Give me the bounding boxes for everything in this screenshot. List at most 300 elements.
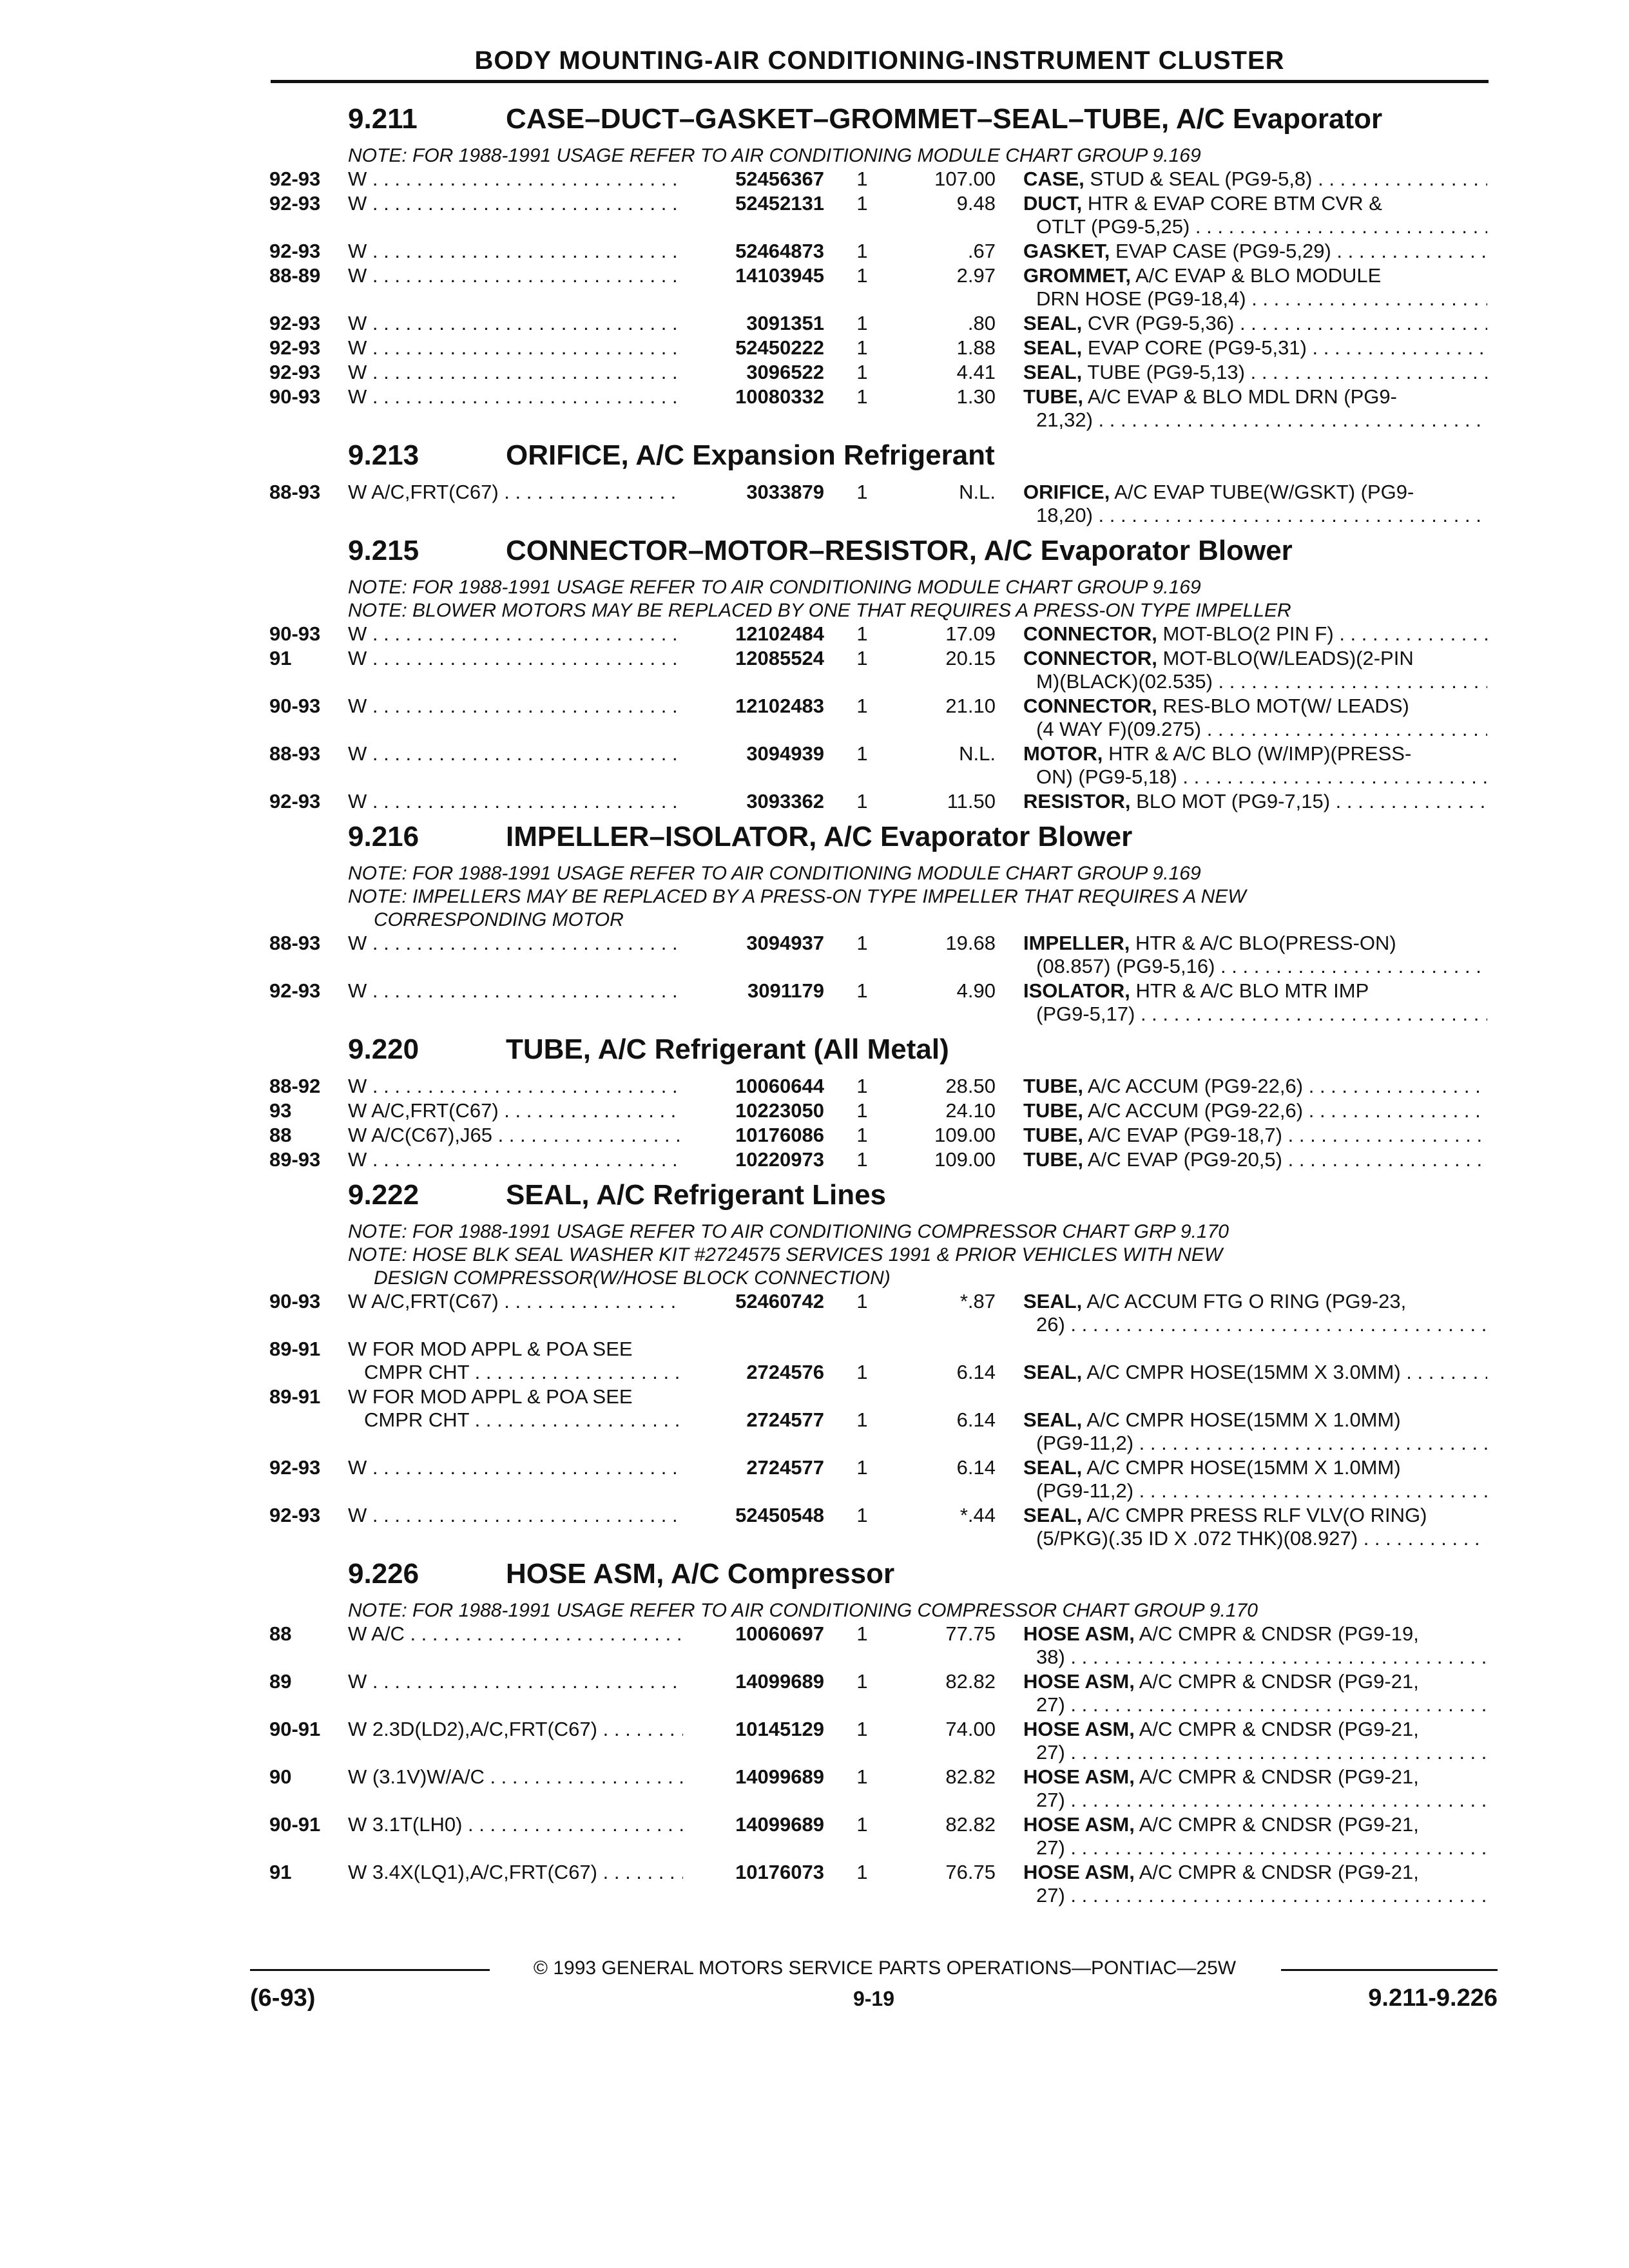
- part-number: 12102483: [686, 695, 824, 718]
- part-row: [0, 336, 1629, 361]
- description-continued: 27) . . .: [1036, 1741, 1487, 1764]
- part-detail: A/C CMPR & CNDSR (PG9-19,: [1139, 1622, 1419, 1645]
- description: [1023, 1622, 1487, 1646]
- quantity: 1: [856, 361, 868, 383]
- quantity: 1: [856, 264, 868, 287]
- price: 19.68: [945, 932, 996, 954]
- description: [1023, 1099, 1487, 1122]
- price: 76.75: [945, 1861, 996, 1883]
- description: [1023, 1124, 1487, 1147]
- footer-group-range: 9.211-9.226: [1368, 1984, 1498, 2012]
- application: W (3.1V)W/A/C . . .: [348, 1765, 683, 1789]
- section-note: NOTE: IMPELLERS MAY BE REPLACED BY A PRESS-ON TYPE IMPELLER THAT REQUIRES A NEW: [348, 886, 1246, 907]
- model-years: 90: [269, 1765, 292, 1788]
- page-title: BODY MOUNTING-AIR CONDITIONING-INSTRUMENT CLUSTER: [474, 46, 1285, 75]
- part-detail: EVAP CORE (PG9-5,31): [1087, 336, 1307, 359]
- price: 6.14: [956, 1456, 996, 1479]
- section-number: 9.215: [348, 535, 419, 566]
- model-years: 90-93: [269, 622, 321, 645]
- section-title: SEAL, A/C Refrigerant Lines: [506, 1179, 887, 1211]
- description: [1023, 481, 1487, 504]
- part-name: TUBE,: [1023, 1124, 1083, 1146]
- part-row: [0, 790, 1629, 814]
- description-continued: (4 WAY F)(09.275) . . .: [1036, 718, 1487, 741]
- description: [1023, 979, 1487, 1003]
- quantity: 1: [856, 240, 868, 262]
- price: 1.88: [956, 336, 996, 359]
- footer-rule-right: [1281, 1969, 1498, 1971]
- part-name: GASKET,: [1023, 240, 1110, 262]
- part-name: SEAL,: [1023, 361, 1083, 383]
- price: 17.09: [945, 622, 996, 645]
- description-continued: (08.857) (PG9-5,16) . . .: [1036, 955, 1487, 978]
- part-detail: A/C CMPR & CNDSR (PG9-21,: [1139, 1861, 1419, 1883]
- application: W . . .: [348, 622, 683, 646]
- quantity: 1: [856, 647, 868, 669]
- part-number: 12085524: [686, 647, 824, 670]
- application: W . . .: [348, 264, 683, 287]
- part-row: [0, 1718, 1629, 1765]
- part-row: [0, 695, 1629, 742]
- part-row: [0, 385, 1629, 433]
- price: N.L.: [959, 742, 996, 765]
- part-detail: A/C CMPR & CNDSR (PG9-21,: [1139, 1718, 1419, 1740]
- model-years: 89-93: [269, 1148, 321, 1171]
- part-detail: A/C EVAP & BLO MDL DRN (PG9-: [1087, 385, 1397, 408]
- part-detail: A/C CMPR & CNDSR (PG9-21,: [1139, 1813, 1419, 1836]
- price: 82.82: [945, 1765, 996, 1788]
- model-years: 92-93: [269, 361, 321, 383]
- application: W . . .: [348, 1075, 683, 1098]
- section-note: NOTE: HOSE BLK SEAL WASHER KIT #2724575 SERVICES 1991 & PRIOR VEHICLES WITH NEW: [348, 1244, 1223, 1265]
- application: W . . .: [348, 1670, 683, 1693]
- price: 1.30: [956, 385, 996, 408]
- quantity: 1: [856, 385, 868, 408]
- part-detail: A/C ACCUM (PG9-22,6): [1087, 1099, 1304, 1122]
- part-name: CONNECTOR,: [1023, 622, 1157, 645]
- part-row: [0, 1813, 1629, 1861]
- part-number: 2724577: [686, 1456, 824, 1479]
- part-detail: CVR (PG9-5,36): [1087, 312, 1235, 334]
- application: W . . .: [348, 742, 683, 765]
- price: 77.75: [945, 1622, 996, 1645]
- quantity: 1: [856, 1861, 868, 1883]
- description-continued: (5/PKG)(.35 ID X .072 THK)(08.927) . . .: [1036, 1527, 1487, 1550]
- part-row: [0, 192, 1629, 240]
- part-detail: HTR & EVAP CORE BTM CVR &: [1087, 192, 1382, 215]
- application: W 3.1T(LH0) . . .: [348, 1813, 683, 1836]
- part-detail: BLO MOT (PG9-7,15): [1136, 790, 1331, 812]
- part-row: [0, 312, 1629, 336]
- description: [1023, 1148, 1487, 1171]
- description: [1023, 1504, 1487, 1527]
- section-title: TUBE, A/C Refrigerant (All Metal): [506, 1033, 949, 1065]
- part-name: SEAL,: [1023, 1456, 1083, 1479]
- model-years: 92-93: [269, 336, 321, 359]
- application: W . . .: [348, 1456, 683, 1479]
- part-number: 52450222: [686, 336, 824, 360]
- model-years: 92-93: [269, 979, 321, 1002]
- quantity: 1: [856, 1622, 868, 1645]
- part-number: 10060644: [686, 1075, 824, 1098]
- part-number: 52464873: [686, 240, 824, 263]
- quantity: 1: [856, 1290, 868, 1312]
- part-detail: A/C EVAP TUBE(W/GSKT) (PG9-: [1114, 481, 1414, 503]
- price: 109.00: [934, 1148, 996, 1171]
- part-name: HOSE ASM,: [1023, 1765, 1135, 1788]
- part-name: SEAL,: [1023, 336, 1083, 359]
- quantity: 1: [856, 790, 868, 812]
- description: [1023, 240, 1487, 263]
- part-row: [0, 932, 1629, 979]
- quantity: 1: [856, 695, 868, 717]
- price: .67: [967, 240, 996, 262]
- part-row: [0, 1504, 1629, 1552]
- description: [1023, 1408, 1487, 1432]
- quantity: 1: [856, 1148, 868, 1171]
- price: 109.00: [934, 1124, 996, 1146]
- model-years: 88-93: [269, 481, 321, 503]
- model-years: 88: [269, 1622, 292, 1645]
- section-number: 9.220: [348, 1033, 419, 1065]
- header-rule: [271, 80, 1489, 83]
- model-years: 91: [269, 1861, 292, 1883]
- parts-catalog: [0, 97, 1629, 1908]
- part-name: ORIFICE,: [1023, 481, 1110, 503]
- application-continued: CMPR CHT . . .: [364, 1408, 683, 1432]
- part-number: 3091351: [686, 312, 824, 335]
- model-years: 88-93: [269, 742, 321, 765]
- part-row: [0, 481, 1629, 528]
- description: [1023, 1456, 1487, 1479]
- section-heading: [0, 1173, 1629, 1220]
- model-years: 89-91: [269, 1385, 321, 1408]
- part-row: [0, 1124, 1629, 1148]
- model-years: 92-93: [269, 1456, 321, 1479]
- part-number: 52460742: [686, 1290, 824, 1313]
- description: [1023, 1290, 1487, 1313]
- part-number: 10176086: [686, 1124, 824, 1147]
- model-years: 88-93: [269, 932, 321, 954]
- quantity: 1: [856, 742, 868, 765]
- model-years: 90-91: [269, 1718, 321, 1740]
- quantity: 1: [856, 1765, 868, 1788]
- description: [1023, 1075, 1487, 1098]
- price: *.44: [959, 1504, 996, 1526]
- part-row: [0, 1765, 1629, 1813]
- description-continued: M)(BLACK)(02.535) . . .: [1036, 670, 1487, 693]
- quantity: 1: [856, 979, 868, 1002]
- quantity: 1: [856, 1099, 868, 1122]
- part-name: SEAL,: [1023, 1408, 1083, 1431]
- part-row: [0, 264, 1629, 312]
- description: [1023, 1861, 1487, 1884]
- description-continued: 27) . . .: [1036, 1884, 1487, 1907]
- model-years: 89-91: [269, 1338, 321, 1360]
- part-name: SEAL,: [1023, 1504, 1083, 1526]
- model-years: 92-93: [269, 1504, 321, 1526]
- part-number: 10145129: [686, 1718, 824, 1741]
- description: [1023, 168, 1487, 191]
- quantity: 1: [856, 1504, 868, 1526]
- description: [1023, 1670, 1487, 1693]
- description: [1023, 385, 1487, 408]
- part-detail: A/C EVAP (PG9-18,7): [1087, 1124, 1282, 1146]
- model-years: 90-93: [269, 1290, 321, 1312]
- section-note-continued: DESIGN COMPRESSOR(W/HOSE BLOCK CONNECTION): [374, 1267, 891, 1289]
- part-row: [0, 1148, 1629, 1173]
- application: W A/C(C67),J65 . . .: [348, 1124, 683, 1147]
- model-years: 88: [269, 1124, 292, 1146]
- section-title: CONNECTOR–MOTOR–RESISTOR, A/C Evaporator Blower: [506, 535, 1293, 566]
- application: W . . .: [348, 1504, 683, 1527]
- application: W . . .: [348, 1148, 683, 1171]
- application: W A/C,FRT(C67) . . .: [348, 1099, 683, 1122]
- quantity: 1: [856, 168, 868, 190]
- description: [1023, 622, 1487, 646]
- section-title: HOSE ASM, A/C Compressor: [506, 1558, 895, 1590]
- part-detail: A/C ACCUM (PG9-22,6): [1087, 1075, 1304, 1097]
- part-detail: EVAP CASE (PG9-5,29): [1115, 240, 1331, 262]
- part-number: 10220973: [686, 1148, 824, 1171]
- part-name: TUBE,: [1023, 1075, 1083, 1097]
- page-number: 9-19: [853, 1987, 895, 2010]
- part-number: 14099689: [686, 1765, 824, 1789]
- section-heading: [0, 1552, 1629, 1599]
- price: 74.00: [945, 1718, 996, 1740]
- part-row: [0, 1456, 1629, 1504]
- description: [1023, 361, 1487, 384]
- part-detail: A/C EVAP & BLO MODULE: [1135, 264, 1382, 287]
- part-detail: STUD & SEAL (PG9-5,8): [1090, 168, 1313, 190]
- quantity: 1: [856, 1075, 868, 1097]
- application: W . . .: [348, 168, 683, 191]
- price: N.L.: [959, 481, 996, 503]
- price: 82.82: [945, 1813, 996, 1836]
- description: [1023, 1813, 1487, 1836]
- part-detail: A/C CMPR HOSE(15MM X 1.0MM): [1086, 1408, 1401, 1431]
- description-continued: 38) . . .: [1036, 1646, 1487, 1669]
- quantity: 1: [856, 192, 868, 215]
- description-continued: OTLT (PG9-5,25) . . .: [1036, 215, 1487, 238]
- price: 6.14: [956, 1408, 996, 1431]
- model-years: 88-89: [269, 264, 321, 287]
- quantity: 1: [856, 932, 868, 954]
- description: [1023, 647, 1487, 670]
- part-number: 2724576: [686, 1361, 824, 1384]
- part-number: 3093362: [686, 790, 824, 813]
- part-number: 12102484: [686, 622, 824, 646]
- price: 2.97: [956, 264, 996, 287]
- part-detail: A/C CMPR & CNDSR (PG9-21,: [1139, 1670, 1419, 1693]
- part-name: HOSE ASM,: [1023, 1813, 1135, 1836]
- description: [1023, 932, 1487, 955]
- application: W A/C,FRT(C67) . . .: [348, 1290, 683, 1313]
- part-detail: HTR & A/C BLO (W/IMP)(PRESS-: [1108, 742, 1412, 765]
- quantity: 1: [856, 1361, 868, 1383]
- price: 4.41: [956, 361, 996, 383]
- part-row: [0, 742, 1629, 790]
- description-continued: 18,20) . . .: [1036, 504, 1487, 527]
- part-row: [0, 647, 1629, 695]
- description: [1023, 336, 1487, 360]
- model-years: 90-93: [269, 385, 321, 408]
- part-name: CASE,: [1023, 168, 1084, 190]
- part-row: [0, 1622, 1629, 1670]
- description-continued: (PG9-11,2) . . .: [1036, 1432, 1487, 1455]
- part-row: [0, 1385, 1629, 1456]
- model-years: 92-93: [269, 240, 321, 262]
- section-note: NOTE: FOR 1988-1991 USAGE REFER TO AIR CONDITIONING MODULE CHART GROUP 9.169: [348, 577, 1201, 598]
- quantity: 1: [856, 1408, 868, 1431]
- footer-copyright-line: [250, 1957, 1498, 1981]
- part-detail: A/C CMPR PRESS RLF VLV(O RING): [1086, 1504, 1427, 1526]
- part-number: 14103945: [686, 264, 824, 287]
- part-detail: HTR & A/C BLO MTR IMP: [1135, 979, 1369, 1002]
- part-detail: MOT-BLO(W/LEADS)(2-PIN: [1162, 647, 1414, 669]
- part-name: TUBE,: [1023, 385, 1083, 408]
- model-years: 89: [269, 1670, 292, 1693]
- quantity: 1: [856, 1813, 868, 1836]
- part-row: [0, 979, 1629, 1027]
- quantity: 1: [856, 336, 868, 359]
- part-number: 10176073: [686, 1861, 824, 1884]
- application-continued: CMPR CHT . . .: [364, 1361, 683, 1384]
- part-number: 3091179: [686, 979, 824, 1003]
- section-number: 9.226: [348, 1558, 419, 1590]
- application: W 3.4X(LQ1),A/C,FRT(C67) . . .: [348, 1861, 683, 1884]
- part-row: [0, 1338, 1629, 1385]
- section-note: NOTE: FOR 1988-1991 USAGE REFER TO AIR CONDITIONING COMPRESSOR CHART GROUP 9.170: [348, 1600, 1258, 1621]
- section-title: CASE–DUCT–GASKET–GROMMET–SEAL–TUBE, A/C Evaporator: [506, 103, 1383, 135]
- description: [1023, 1718, 1487, 1741]
- description: [1023, 264, 1487, 287]
- model-years: 90-91: [269, 1813, 321, 1836]
- description: [1023, 1361, 1487, 1384]
- part-name: GROMMET,: [1023, 264, 1132, 287]
- part-name: HOSE ASM,: [1023, 1861, 1135, 1883]
- part-detail: A/C CMPR & CNDSR (PG9-21,: [1139, 1765, 1419, 1788]
- part-detail: A/C CMPR HOSE(15MM X 1.0MM): [1086, 1456, 1401, 1479]
- part-detail: MOT-BLO(2 PIN F): [1162, 622, 1334, 645]
- application: W . . .: [348, 979, 683, 1003]
- model-years: 90-93: [269, 695, 321, 717]
- part-name: CONNECTOR,: [1023, 695, 1157, 717]
- description: [1023, 312, 1487, 335]
- part-name: DUCT,: [1023, 192, 1083, 215]
- part-number: 52452131: [686, 192, 824, 215]
- description-continued: 27) . . .: [1036, 1693, 1487, 1716]
- section-note: NOTE: FOR 1988-1991 USAGE REFER TO AIR CONDITIONING MODULE CHART GROUP 9.169: [348, 863, 1201, 884]
- application: W . . .: [348, 647, 683, 670]
- section-heading: [0, 814, 1629, 862]
- price: 6.14: [956, 1361, 996, 1383]
- description-continued: (PG9-5,17) . . .: [1036, 1003, 1487, 1026]
- part-detail: HTR & A/C BLO(PRESS-ON): [1135, 932, 1396, 954]
- part-detail: A/C CMPR HOSE(15MM X 3.0MM): [1086, 1361, 1401, 1383]
- section-number: 9.213: [348, 439, 419, 471]
- part-row: [0, 1861, 1629, 1908]
- application: W . . .: [348, 192, 683, 215]
- description-continued: (PG9-11,2) . . .: [1036, 1479, 1487, 1503]
- description-continued: 27) . . .: [1036, 1836, 1487, 1860]
- description-continued: 21,32) . . .: [1036, 408, 1487, 432]
- part-number: 14099689: [686, 1813, 824, 1836]
- model-years: 92-93: [269, 312, 321, 334]
- description-continued: DRN HOSE (PG9-18,4) . . .: [1036, 287, 1487, 311]
- section-note: NOTE: FOR 1988-1991 USAGE REFER TO AIR CONDITIONING MODULE CHART GROUP 9.169: [348, 145, 1201, 166]
- part-row: [0, 1670, 1629, 1718]
- price: 28.50: [945, 1075, 996, 1097]
- application: W FOR MOD APPL & POA SEE: [348, 1338, 633, 1360]
- section-heading: [0, 433, 1629, 481]
- part-number: 3094937: [686, 932, 824, 955]
- part-row: [0, 1075, 1629, 1099]
- description: [1023, 1765, 1487, 1789]
- price: *.87: [959, 1290, 996, 1312]
- part-name: ISOLATOR,: [1023, 979, 1130, 1002]
- price: 11.50: [947, 790, 996, 812]
- part-detail: A/C ACCUM FTG O RING (PG9-23,: [1086, 1290, 1407, 1312]
- part-detail: RES-BLO MOT(W/ LEADS): [1162, 695, 1409, 717]
- part-detail: A/C EVAP (PG9-20,5): [1087, 1148, 1282, 1171]
- part-number: 14099689: [686, 1670, 824, 1693]
- price: 24.10: [945, 1099, 996, 1122]
- part-row: [0, 622, 1629, 647]
- section-heading: [0, 528, 1629, 576]
- part-number: 52456367: [686, 168, 824, 191]
- part-name: TUBE,: [1023, 1148, 1083, 1171]
- model-years: 93: [269, 1099, 292, 1122]
- price: 21.10: [945, 695, 996, 717]
- section-note-continued: CORRESPONDING MOTOR: [374, 909, 624, 930]
- part-number: 3096522: [686, 361, 824, 384]
- quantity: 1: [856, 1456, 868, 1479]
- description: [1023, 695, 1487, 718]
- section-note: NOTE: FOR 1988-1991 USAGE REFER TO AIR CONDITIONING COMPRESSOR CHART GRP 9.170: [348, 1221, 1229, 1242]
- footer-rule-left: [250, 1969, 490, 1971]
- part-name: TUBE,: [1023, 1099, 1083, 1122]
- price: 20.15: [945, 647, 996, 669]
- part-name: CONNECTOR,: [1023, 647, 1157, 669]
- description: [1023, 192, 1487, 215]
- part-number: 10060697: [686, 1622, 824, 1646]
- footer-copyright: © 1993 GENERAL MOTORS SERVICE PARTS OPERATIONS—PONTIAC—25W: [533, 1957, 1237, 1979]
- description-continued: 27) . . .: [1036, 1789, 1487, 1812]
- part-detail: TUBE (PG9-5,13): [1087, 361, 1245, 383]
- part-name: HOSE ASM,: [1023, 1718, 1135, 1740]
- part-number: 52450548: [686, 1504, 824, 1527]
- quantity: 1: [856, 1670, 868, 1693]
- part-row: [0, 240, 1629, 264]
- part-number: 3033879: [686, 481, 824, 504]
- application: W . . .: [348, 932, 683, 955]
- part-name: SEAL,: [1023, 1361, 1083, 1383]
- model-years: 88-92: [269, 1075, 321, 1097]
- application: W . . .: [348, 312, 683, 335]
- quantity: 1: [856, 1718, 868, 1740]
- part-number: 10080332: [686, 385, 824, 408]
- model-years: 91: [269, 647, 292, 669]
- section-number: 9.216: [348, 821, 419, 852]
- part-name: MOTOR,: [1023, 742, 1103, 765]
- price: 82.82: [945, 1670, 996, 1693]
- description-continued: 26) . . .: [1036, 1313, 1487, 1336]
- section-title: ORIFICE, A/C Expansion Refrigerant: [506, 439, 995, 471]
- quantity: 1: [856, 1124, 868, 1146]
- footer-date: (6-93): [250, 1984, 316, 2012]
- description-continued: ON) (PG9-5,18) . . .: [1036, 765, 1487, 789]
